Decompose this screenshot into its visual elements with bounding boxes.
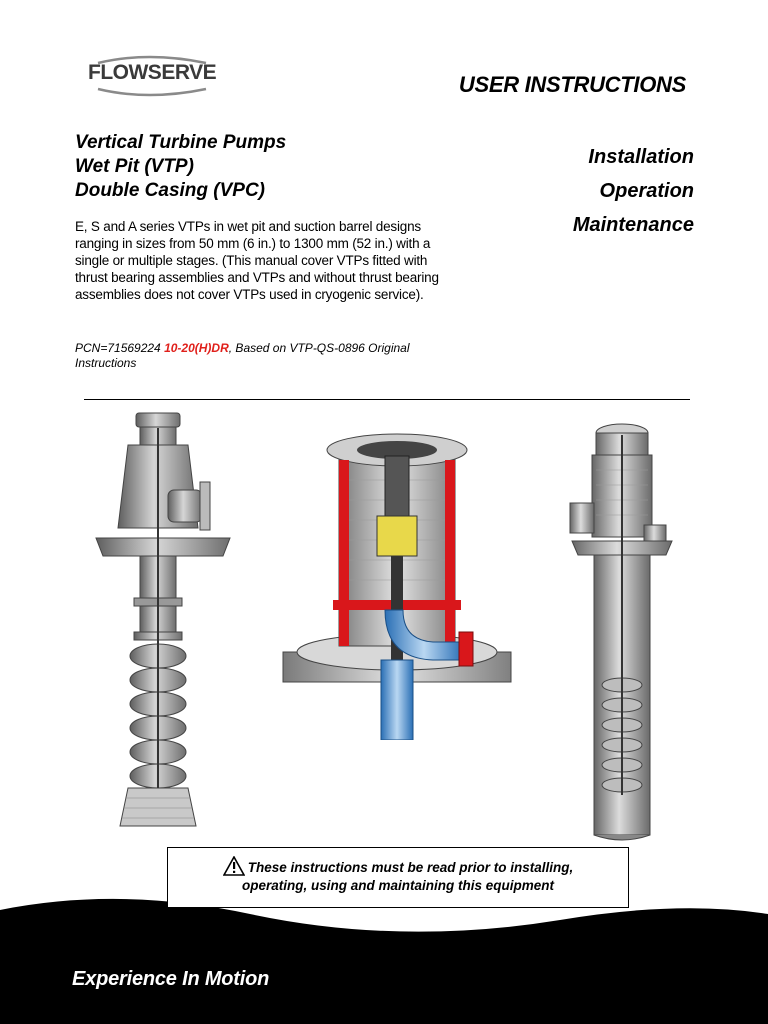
section-maintenance: Maintenance <box>572 214 694 236</box>
section-operation: Operation <box>599 180 694 202</box>
section-list <box>573 140 694 242</box>
double-casing-pump-illustration <box>273 420 521 740</box>
safety-warning-box <box>167 847 629 908</box>
warning-text-2: operating, using and maintaining this equipment <box>241 878 554 893</box>
warning-line-1 <box>168 856 628 877</box>
title-line: Double Casing (VPC) <box>75 180 266 201</box>
footer-tagline: Experience In Motion <box>72 968 270 990</box>
section-installation: Installation <box>588 146 694 168</box>
description-paragraph: E, S and A series VTPs in wet pit and suction barrel designs ranging in sizes from 50 mm (6 in.) to 1300 mm (52 in.) with a single or multiple stages. (This manual cover VTPs fitted with thrust bearing assemblies and VTPs and without thrust bearing assemblies does not cover VTPs used in cryogenic service). <box>75 219 439 302</box>
logo-text: FLOWSERVE <box>88 61 217 84</box>
warning-text-1: These instructions must be read prior to installing, <box>247 860 574 875</box>
document-type: USER INSTRUCTIONS <box>458 72 686 97</box>
wet-pit-pump-illustration <box>88 408 238 836</box>
horizontal-rule <box>84 399 690 400</box>
title-line: Vertical Turbine Pumps <box>75 132 287 153</box>
title-line: Wet Pit (VTP) <box>75 156 194 177</box>
document-title <box>75 131 286 203</box>
suction-barrel-pump-illustration <box>566 415 678 845</box>
pcn-prefix: PCN=71569224 <box>75 341 165 355</box>
flowserve-logo <box>88 55 216 97</box>
warning-triangle-icon <box>223 856 245 876</box>
pcn-reference <box>75 341 455 371</box>
pcn-suffix: , Based on VTP-QS-0896 Original Instructions <box>75 341 410 370</box>
pcn-code: 10-20(H)DR <box>164 341 229 355</box>
